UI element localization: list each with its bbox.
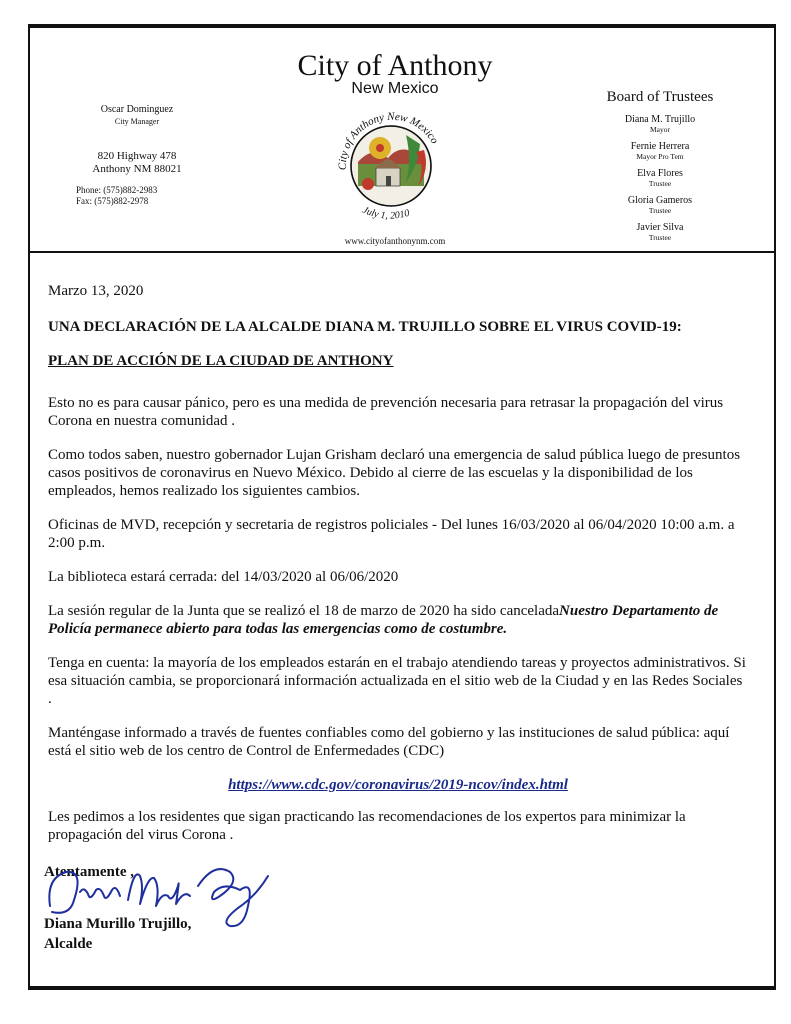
member-role: Mayor [650, 125, 670, 134]
police-notice: Nuestro Departamento de Policía permanece abierto para todas las emergencias como de costumbre. [48, 603, 719, 637]
signer-name: Diana Murillo Trujillo, [44, 916, 192, 932]
member-role: Trustee [648, 206, 672, 215]
paragraph-emergency: Como todos saben, nuestro gobernador Lujan Grisham declaró una emergencia de salud pública luego de presuntos casos positivos de coronavirus en Nuevo México. Debido al cierre de las escuelas y la disponibilidad de los empleados, hemos realizado los siguientes cambios. [48, 447, 741, 499]
member-role: Trustee [648, 179, 672, 188]
paragraph-intro: Esto no es para causar pánico, pero es una medida de prevención necesaria para retrasar la propagación del virus Corona en nuestra comunidad . [48, 395, 724, 429]
letter-heading: UNA DECLARACIÓN DE LA ALCALDE DIANA M. TRUJILLO SOBRE EL VIRUS COVID-19: [48, 319, 682, 335]
seal-arc-text: City of Anthony New Mexico [336, 110, 441, 171]
letter-subheading: PLAN DE ACCIÓN DE LA CIUDAD DE ANTHONY [48, 353, 394, 369]
website-url: www.cityofanthonynm.com [344, 236, 446, 246]
board-member [585, 222, 735, 242]
member-role: Mayor Pro Tem [636, 152, 684, 161]
member-role: Trustee [648, 233, 672, 242]
paragraph-library: La biblioteca estará cerrada: del 14/03/2020 al 06/06/2020 [48, 569, 399, 585]
board-member [585, 114, 735, 134]
address [62, 150, 212, 176]
closing-text: Atentamente , [44, 864, 134, 880]
board-session-text: La sesión regular de la Junta que se realizó el 18 de marzo de 2020 ha sido cancelada [48, 603, 560, 619]
signer-title: Alcalde [44, 936, 93, 952]
handwritten-signature [44, 856, 284, 934]
city-seal-logo [328, 100, 454, 230]
board-member [585, 195, 735, 215]
paragraph-employees: Tenga en cuenta: la mayoría de los empleados estarán en el trabajo atendiendo tareas y proyectos administrativos. Si esa situación cambia, se proporcionará información actualizada en el sitio web de la Ciudad y en las Redes Sociales . [48, 655, 746, 707]
board-member [585, 168, 735, 188]
board-member [585, 141, 735, 161]
member-name: Diana M. Trujillo [624, 114, 696, 125]
fax-number: Fax: (575)882-2978 [76, 196, 149, 206]
state-title: New Mexico [351, 80, 439, 97]
board-of-trustees [585, 88, 735, 249]
paragraph-board-session [48, 602, 748, 638]
contact-numbers [62, 185, 212, 207]
paragraph-closing-request: Les pedimos a los residentes que sigan practicando las recomendaciones de los expertos para minimizar la propagación del virus Corona . [48, 809, 686, 843]
member-name: Javier Silva [636, 222, 684, 233]
header-divider [30, 251, 774, 253]
member-name: Fernie Herrera [630, 141, 690, 152]
member-name: Elva Flores [637, 168, 683, 179]
city-manager-block [62, 104, 212, 207]
address-line-1: 820 Highway 478 [97, 150, 177, 162]
manager-name: Oscar Dominguez [100, 104, 174, 115]
board-title: Board of Trustees [606, 89, 714, 105]
member-name: Gloria Gameros [627, 195, 693, 206]
city-title: City of Anthony [297, 49, 493, 82]
letter-body [48, 282, 748, 860]
cdc-link[interactable]: https://www.cdc.gov/coronavirus/2019-ncov/index.html [228, 777, 568, 793]
manager-role: City Manager [114, 117, 160, 126]
address-line-2: Anthony NM 88021 [92, 163, 182, 175]
phone-number: Phone: (575)882-2983 [76, 185, 158, 195]
paragraph-stay-informed: Manténgase informado a través de fuentes confiables como del gobierno y las instituciones de salud pública: aquí está el sitio web de los centro de Control de Enfermedades (CDC) [48, 725, 730, 759]
letter-date: Marzo 13, 2020 [48, 283, 144, 299]
seal-date: July 1, 2010 [360, 204, 411, 222]
svg-text:July 1, 2010 [361, 205, 411, 222]
paragraph-mvd-hours: Oficinas de MVD, recepción y secretaria de registros policiales - Del lunes 16/03/2020 al 06/04/2020 10:00 a.m. a 2:00 p.m. [48, 517, 735, 551]
